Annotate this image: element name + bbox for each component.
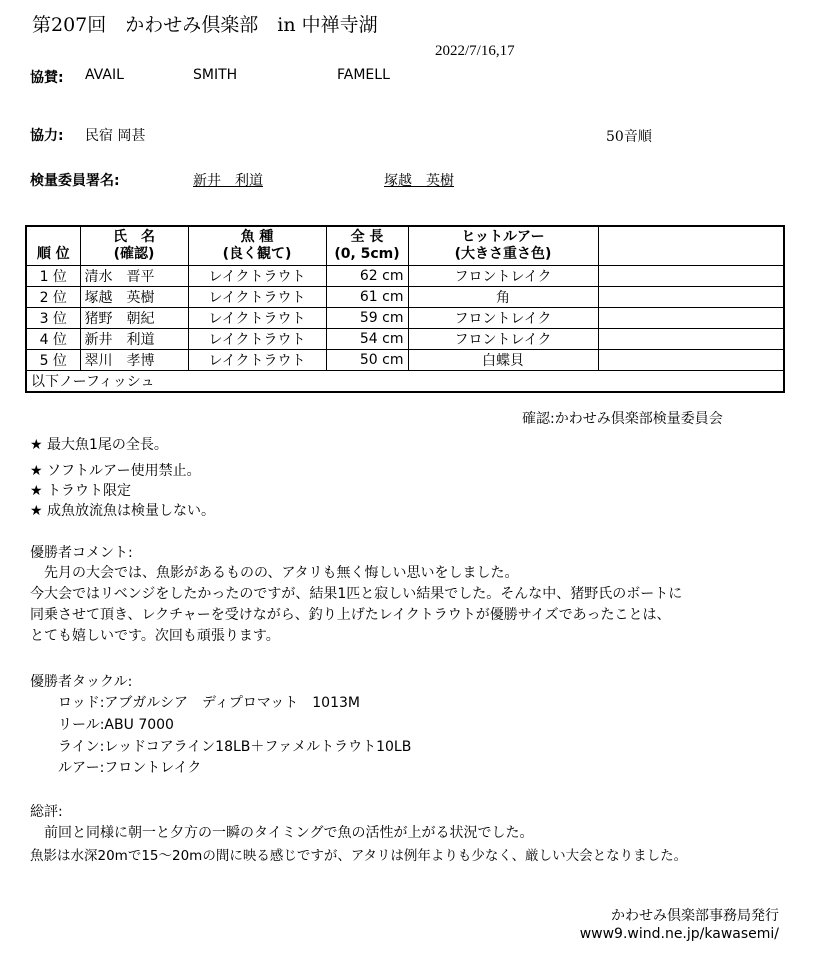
cooperation-value: 民宿 岡甚 [85,128,146,144]
cell-lure: 白蝶貝 [408,350,598,371]
tackle-rod: ロッド:アブガルシア ディプロマット 1013M [58,695,360,711]
publisher-text: かわせみ倶楽部事務局発行 [611,908,779,924]
rule-item: ★ トラウト限定 [30,483,132,499]
rule-item: ★ 最大魚1尾の全長。 [30,437,168,453]
table-row [26,308,784,329]
cell-length: 50 cm [326,350,408,371]
table-row [26,350,784,371]
tackle-lure: ルアー:フロントレイク [58,760,202,776]
tackle-reel: リール:ABU 7000 [58,717,174,733]
tackle-line: ライン:レッドコアライン18LB＋ファメルトラウト10LB [58,739,412,755]
cell-name: 翠川 孝博 [80,350,188,371]
event-date: 2022/7/16,17 [435,43,515,59]
cell-rank: 2 位 [26,287,80,308]
page-title: 第207回 かわせみ倶楽部 in 中禅寺湖 [32,14,378,36]
website-url: www9.wind.ne.jp/kawasemi/ [579,926,779,942]
header-length: 全 長 (0, 5cm) [326,226,408,266]
header-rank: 順 位 [26,226,80,266]
cell-lure: 角 [408,287,598,308]
inspector-name-2: 塚越 英樹 [384,173,454,189]
cell-length: 62 cm [326,266,408,287]
winner-comment-line: 今大会ではリベンジをしたかったのですが、結果1匹と寂しい結果でした。そんな中、猪野氏のボートに [30,586,683,602]
rule-item: ★ 成魚放流魚は検量しない。 [30,503,216,519]
inspectors-label: 検量委員署名: [30,173,120,189]
winner-comment-label: 優勝者コメント: [30,545,133,561]
winner-comment-line: とても嬉しいです。次回も頑張ります。 [30,628,280,644]
winner-comment-line: 同乗させて頂き、レクチャーを受けながら、釣り上げたレイクトラウトが優勝サイズであったことは、 [30,607,671,623]
cell-species: レイクトラウト [188,329,326,350]
review-line: 魚影は水深20mで15～20mの間に映る感じですが、アタリは例年よりも少なく、厳しい大会となりました。 [30,848,688,864]
cell-extra [598,329,784,350]
table-row [26,266,784,287]
cell-length: 59 cm [326,308,408,329]
cell-species: レイクトラウト [188,308,326,329]
cell-species: レイクトラウト [188,266,326,287]
cell-species: レイクトラウト [188,350,326,371]
cooperation-label: 協力: [30,128,64,144]
cell-extra [598,350,784,371]
no-fish-note: 以下ノーフィッシュ [26,371,784,393]
results-table [25,225,785,393]
order-note: 50音順 [606,129,652,145]
cell-rank: 3 位 [26,308,80,329]
header-name: 氏 名 (確認) [80,226,188,266]
sponsors-label: 協賛: [30,70,64,86]
winner-tackle-label: 優勝者タックル: [30,674,133,690]
header-lure: ヒットルアー (大きさ重さ色) [408,226,598,266]
cell-name: 塚越 英樹 [80,287,188,308]
header-extra [598,226,784,266]
cell-extra [598,287,784,308]
table-row [26,287,784,308]
review-label: 総評: [30,804,63,820]
table-header-row [26,226,784,266]
table-row [26,329,784,350]
sponsor-smith: SMITH [193,67,238,83]
sponsor-avail: AVAIL [85,67,124,83]
cell-extra [598,266,784,287]
cell-rank: 5 位 [26,350,80,371]
header-species: 魚 種 (良く観て) [188,226,326,266]
cell-lure: フロントレイク [408,266,598,287]
cell-extra [598,308,784,329]
cell-rank: 4 位 [26,329,80,350]
cell-lure: フロントレイク [408,329,598,350]
cell-name: 新井 利道 [80,329,188,350]
cell-lure: フロントレイク [408,308,598,329]
cell-rank: 1 位 [26,266,80,287]
cell-name: 清水 晋平 [80,266,188,287]
cell-name: 猪野 朝紀 [80,308,188,329]
confirmation-text: 確認:かわせみ倶楽部検量委員会 [522,411,723,427]
cell-species: レイクトラウト [188,287,326,308]
inspector-name-1: 新井 利道 [193,173,263,189]
cell-length: 61 cm [326,287,408,308]
sponsor-famell: FAMELL [337,67,390,83]
winner-comment-line: 先月の大会では、魚影があるものの、アタリも無く悔しい思いをしました。 [30,565,519,581]
rule-item: ★ ソフトルアー使用禁止。 [30,463,201,479]
cell-length: 54 cm [326,329,408,350]
table-note-row [26,371,784,393]
review-line: 前回と同様に朝一と夕方の一瞬のタイミングで魚の活性が上がる状況でした。 [30,825,534,841]
